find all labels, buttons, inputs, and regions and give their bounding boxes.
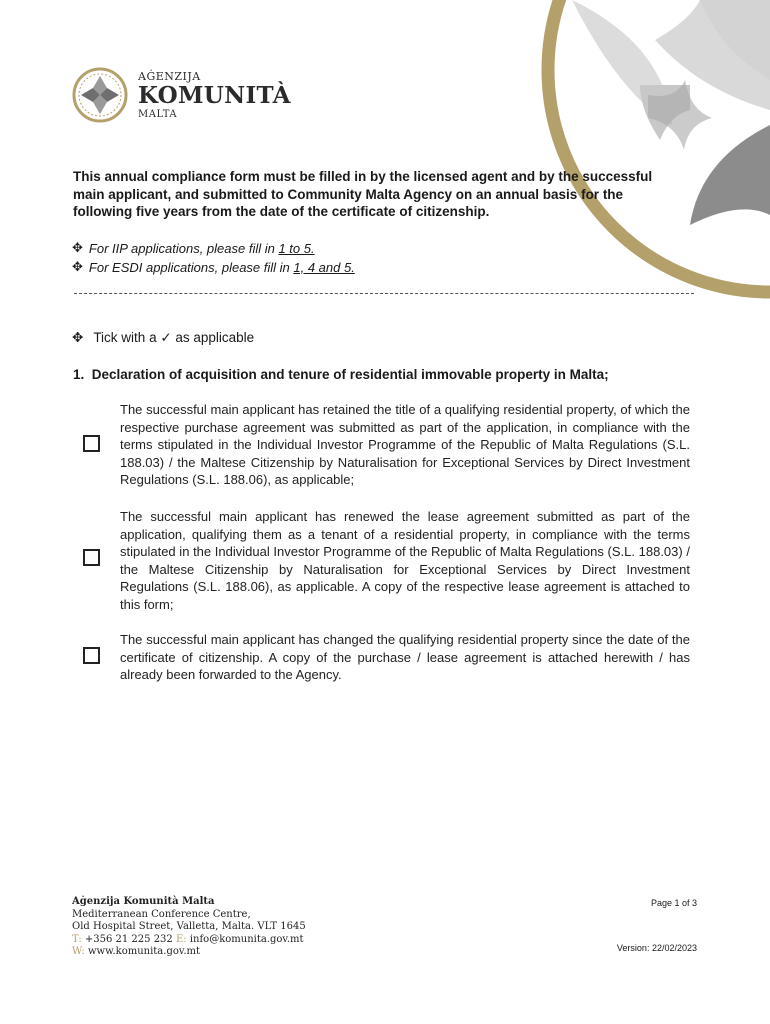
note-esdi-text: For ESDI applications, please fill in [88, 259, 294, 275]
footer-email[interactable]: info@komunita.gov.mt [189, 933, 304, 945]
footer-web-line [72, 946, 306, 959]
note-esdi [72, 259, 355, 275]
footer-phone: +356 21 225 232 [84, 933, 173, 945]
note-iip [72, 240, 315, 256]
agency-emblem-icon [72, 67, 128, 123]
ornament-bullet-icon: ✥ [72, 240, 83, 255]
intro-paragraph: This annual compliance form must be filled in by the licensed agent and by the successful main applicant, and submitted to Community Malta Agency on an annual basis for the following five years from the date of the certificate of citizenship. [73, 169, 653, 219]
footer-org-name: Aġenzija Komunità Malta [72, 896, 215, 907]
version-label: Version: 22/02/2023 [616, 943, 697, 953]
footer-website[interactable]: www.komunita.gov.mt [87, 946, 201, 957]
tick-instruction-text: Tick with a ✓ as applicable [93, 330, 255, 345]
footer-address-line2: Old Hospital Street, Valletta, Malta. VLT 1645 [72, 921, 306, 932]
item-retained-title-text: The successful main applicant has retained the title of a qualifying residential property, of which the respective purchase agreement was submitted as part of the application, in compliance with the terms stipulated in the Individual Investor Programme of the Republic of Malta Regulations (S.L. 188.03) / the Maltese Citizenship by Naturalisation for Exceptional Services by Direct Investment Regulations (S.L. 188.06), as applicable; [120, 402, 690, 487]
note-iip-range: 1 to 5. [278, 240, 315, 256]
checkbox-retained-title[interactable] [83, 435, 100, 452]
email-label: E: [175, 933, 187, 945]
checkbox-changed-property[interactable] [83, 647, 100, 664]
logo-line-agenzija: AĠENZIJA [138, 69, 201, 83]
phone-label: T: [72, 933, 82, 945]
ornament-bullet-icon: ✥ [72, 330, 84, 345]
footer-address-line1: Mediterranean Conference Centre, [72, 908, 251, 920]
footer-contact-line [72, 934, 306, 947]
logo-line-malta: MALTA [138, 108, 178, 120]
tick-instruction [72, 330, 254, 346]
checkbox-renewed-lease[interactable] [83, 549, 100, 566]
agency-logo [72, 67, 291, 123]
web-label: W: [72, 946, 85, 957]
logo-line-komunita: KOMUNITÀ [138, 81, 291, 109]
note-esdi-range: 1, 4 and 5. [293, 259, 355, 275]
item-changed-property-text: The successful main applicant has changed the qualifying residential property since the date of the certificate of citizenship. A copy of the purchase / lease agreement is attached herewith / has already been forwarded to the Agency. [120, 632, 690, 682]
section-1-title: 1. Declaration of acquisition and tenure of residential immovable property in Malta; [73, 367, 609, 382]
note-iip-text: For IIP applications, please fill in [88, 240, 279, 256]
page-number: Page 1 of 3 [650, 898, 697, 908]
dashed-divider [74, 293, 694, 294]
footer-address-block [72, 896, 306, 959]
item-renewed-lease-text: The successful main applicant has renewed the lease agreement submitted as part of the application, qualifying them as a tenant of a residential property, in compliance with the terms stipulated in the Individual Investor Programme of the Republic of Malta Regulations (S.L. 188.03) / the Maltese Citizenship by Naturalisation for Exceptional Services by Direct Investment Regulations (S.L. 188.06), as applicable. A copy of the respective lease agreement is attached to this form; [120, 509, 690, 612]
ornament-bullet-icon: ✥ [72, 259, 83, 274]
